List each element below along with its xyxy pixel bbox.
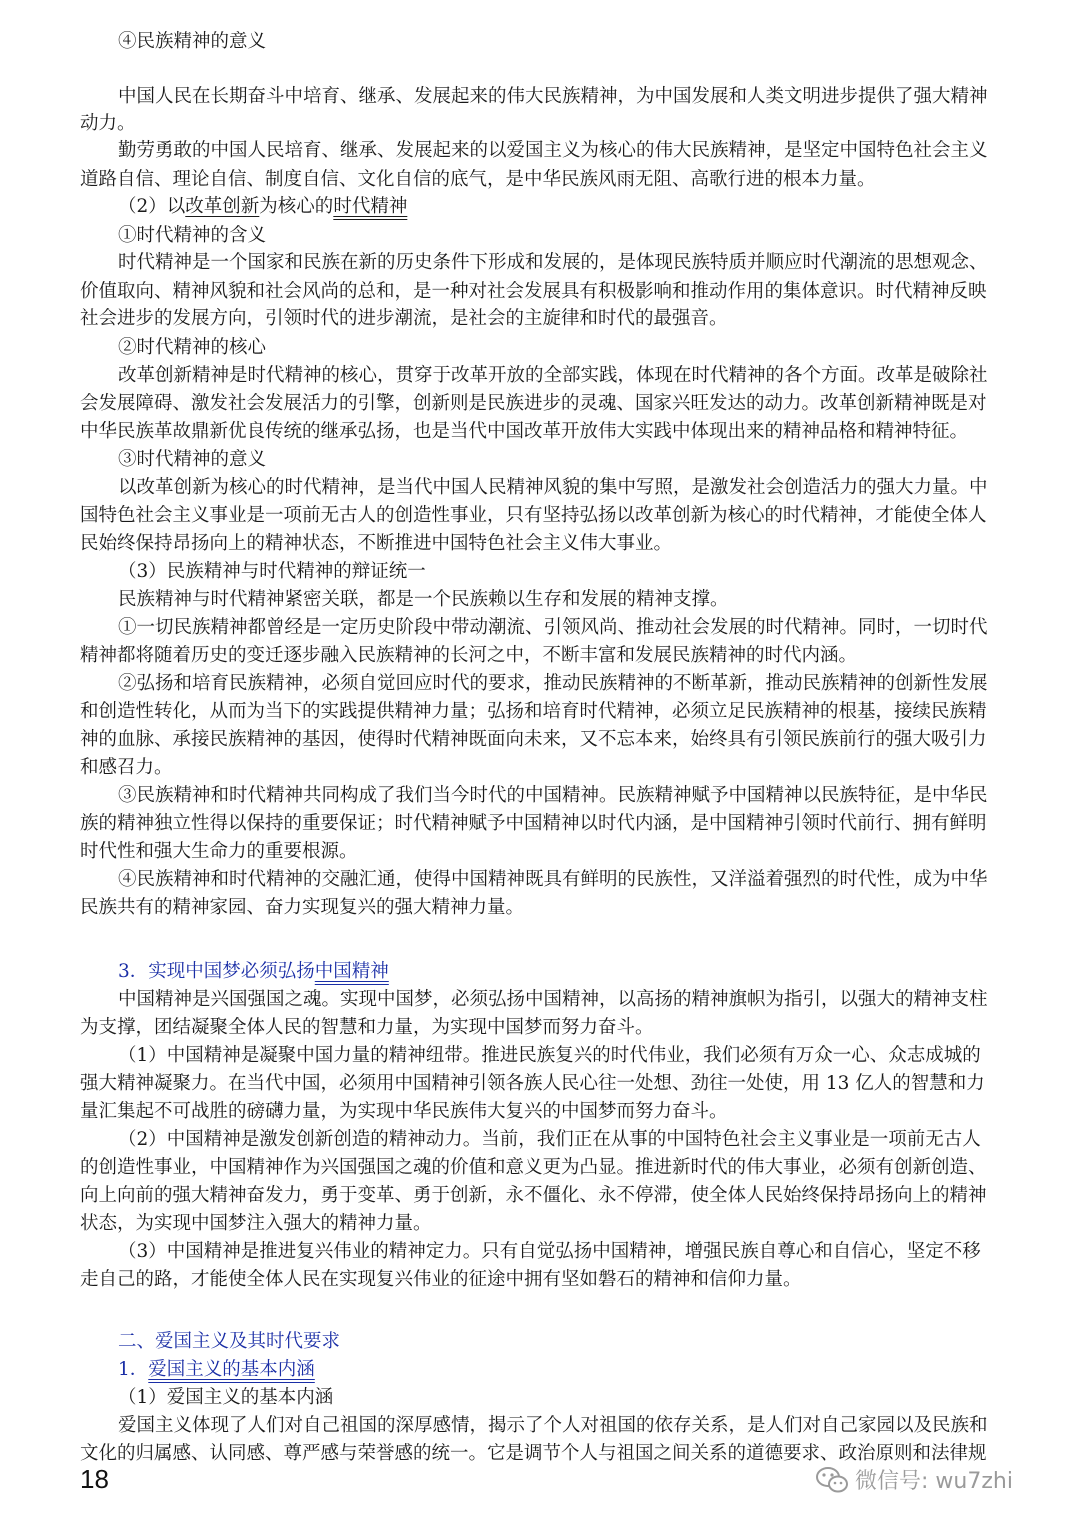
section-heading-chinese-dream (0, 958, 1080, 986)
paragraph-line: 民始终保持昂扬向上的精神状态，不断推进中国特色社会主义伟大事业。 (80, 533, 673, 554)
subheading-national-spirit-meaning: ④民族精神的意义 (118, 31, 267, 52)
paragraph-line: 走自己的路，才能使全体人民在实现复兴伟业的征途中拥有坚如磐石的精神和信仰力量。 (80, 1269, 802, 1290)
paragraph-line: 族的精神独立性得以保持的重要保证；时代精神赋予中国精神以时代内涵，是中国精神引领时代前行、拥有鲜明 (80, 813, 987, 834)
paragraph-line: 中华民族革故鼎新优良传统的继承弘扬，也是当代中国改革开放伟大实践中体现出来的精神品格和精神特征。 (80, 421, 969, 442)
paragraph-line: 爱国主义体现了人们对自己祖国的深厚感情，揭示了个人对祖国的依存关系，是人们对自己家园以及民族和 (118, 1415, 988, 1436)
subheading: （1）爱国主义的基本内涵 (118, 1387, 334, 1408)
paragraph-line: ②弘扬和培育民族精神，必须自觉回应时代的要求，推动民族精神的不断革新，推动民族精神的创新性发展 (118, 673, 988, 694)
heading-part: 为核心的 (259, 196, 334, 217)
paragraph-line: 文化的归属感、认同感、尊严感与荣誉感的统一。它是调节个人与祖国之间关系的道德要求、政治原则和法律规 (80, 1443, 987, 1464)
subheading: ②时代精神的核心 (118, 337, 267, 358)
heading-part: （2）以 (118, 196, 186, 217)
paragraph-line: 改革创新精神是时代精神的核心，贯穿于改革开放的全部实践，体现在时代精神的各个方面。改革是破除社 (118, 365, 988, 386)
paragraph-line: 动力。 (80, 113, 136, 134)
paragraph-line: 强大精神凝聚力。在当代中国，必须用中国精神引领各族人民心往一处想、劲往一处使，用 13 亿人的智慧和力 (80, 1073, 985, 1094)
paragraph-line: 社会进步的发展方向，引领时代的进步潮流，是社会的主旋律和时代的最强音。 (80, 308, 728, 329)
paragraph-line: 状态，为实现中国梦注入强大的精神力量。 (80, 1213, 432, 1234)
double-underlined-term: 爱国主义的基本内涵 (148, 1359, 315, 1380)
paragraph-line: 民族精神与时代精神紧密关联，都是一个民族赖以生存和发展的精神支撑。 (118, 589, 729, 610)
heading-part: 1． (118, 1359, 149, 1380)
paragraph-line: 会发展障碍、激发社会发展活力的引擎，创新则是民族进步的灵魂、国家兴旺发达的动力。改革创新精神既是对 (80, 393, 987, 414)
paragraph-line: （2）中国精神是激发创新创造的精神动力。当前，我们正在从事的中国特色社会主义事业是一项前无古人 (118, 1129, 981, 1150)
paragraph-line: ①一切民族精神都曾经是一定历史阶段中带动潮流、引领风尚、推动社会发展的时代精神。同时，一切时代 (118, 617, 988, 638)
paragraph-line: 精神都将随着历史的变迁逐步融入民族精神的长河之中，不断丰富和发展民族精神的时代内涵。 (80, 645, 858, 666)
paragraph-line: ④民族精神和时代精神的交融汇通，使得中国精神既具有鲜明的民族性，又洋溢着强烈的时代性，成为中华 (118, 869, 988, 890)
paragraph-line: 为支撑，团结凝聚全体人民的智慧和力量，为实现中国梦而努力奋斗。 (80, 1017, 654, 1038)
paragraph-line: 民族共有的精神家园、奋力实现复兴的强大精神力量。 (80, 897, 525, 918)
section-heading-dialectical-unity: （3）民族精神与时代精神的辩证统一 (118, 561, 426, 582)
wechat-icon (815, 1466, 849, 1494)
paragraph-line: 道路自信、理论自信、制度自信、文化自信的底气，是中华民族风雨无阻、高歌行进的根本力量。 (80, 169, 876, 190)
paragraph-line: （3）中国精神是推进复兴伟业的精神定力。只有自觉弘扬中国精神，增强民族自尊心和自信心，坚定不移 (118, 1241, 981, 1262)
section-heading-patriotism-connotation (0, 1356, 1080, 1384)
paragraph-line: 和感召力。 (80, 757, 173, 778)
chapter-heading-patriotism: 二、爱国主义及其时代要求 (118, 1331, 341, 1352)
watermark-text: 微信号: wu7zhi (855, 1469, 1013, 1494)
paragraph-line: 以改革创新为核心的时代精神，是当代中国人民精神风貌的集中写照，是激发社会创造活力的强大力量。中 (118, 477, 988, 498)
paragraph-line: 中国人民在长期奋斗中培育、继承、发展起来的伟大民族精神，为中国发展和人类文明进步提供了强大精神 (118, 86, 988, 107)
paragraph-line: 的创造性事业，中国精神作为兴国强国之魂的价值和意义更为凸显。推进新时代的伟大事业，必须有创新创造、 (80, 1157, 987, 1178)
paragraph-line: 勤劳勇敢的中国人民培育、继承、发展起来的以爱国主义为核心的伟大民族精神，是坚定中国特色社会主义 (118, 140, 988, 161)
page-number: 18 (80, 1464, 109, 1494)
paragraph-line: 和创造性转化，从而为当下的实践提供精神力量；弘扬和培育时代精神，必须立足民族精神的根基，接续民族精 (80, 701, 987, 722)
paragraph-line: 时代性和强大生命力的重要根源。 (80, 841, 358, 862)
watermark (815, 1464, 1013, 1495)
heading-part: 3．实现中国梦必须弘扬 (118, 961, 315, 982)
paragraph-line: 中国精神是兴国强国之魂。实现中国梦，必须弘扬中国精神，以高扬的精神旗帜为指引，以强大的精神支柱 (118, 989, 988, 1010)
paragraph-line: 国特色社会主义事业是一项前无古人的创造性事业，只有坚持弘扬以改革创新为核心的时代精神，才能使全体人 (80, 505, 987, 526)
paragraph-line: 神的血脉、承接民族精神的基因，使得时代精神既面向未来，又不忘本来，始终具有引领民族前行的强大吸引力 (80, 729, 987, 750)
double-underlined-term: 中国精神 (314, 961, 389, 982)
paragraph-line: （1）中国精神是凝聚中国力量的精神纽带。推进民族复兴的时代伟业，我们必须有万众一心、众志成城的 (118, 1045, 981, 1066)
paragraph-line: 价值取向、精神风貌和社会风尚的总和，是一种对社会发展具有积极影响和推动作用的集体意识。时代精神反映 (80, 281, 987, 302)
subheading: ①时代精神的含义 (118, 225, 267, 246)
paragraph-line: 量汇集起不可战胜的磅礴力量，为实现中华民族伟大复兴的中国梦而努力奋斗。 (80, 1101, 728, 1122)
section-heading-era-spirit (0, 193, 1080, 221)
paragraph-line: ③民族精神和时代精神共同构成了我们当今时代的中国精神。民族精神赋予中国精神以民族特征，是中华民 (118, 785, 988, 806)
paragraph-line: 向上向前的强大精神奋发力，勇于变革、勇于创新，永不僵化、永不停滞，使全体人民始终保持昂扬向上的精神 (80, 1185, 987, 1206)
underlined-term: 改革创新 (185, 196, 260, 217)
paragraph-line: 时代精神是一个国家和民族在新的历史条件下形成和发展的，是体现民族特质并顺应时代潮流的思想观念、 (118, 252, 988, 273)
double-underlined-term: 时代精神 (333, 196, 408, 217)
subheading: ③时代精神的意义 (118, 449, 267, 470)
